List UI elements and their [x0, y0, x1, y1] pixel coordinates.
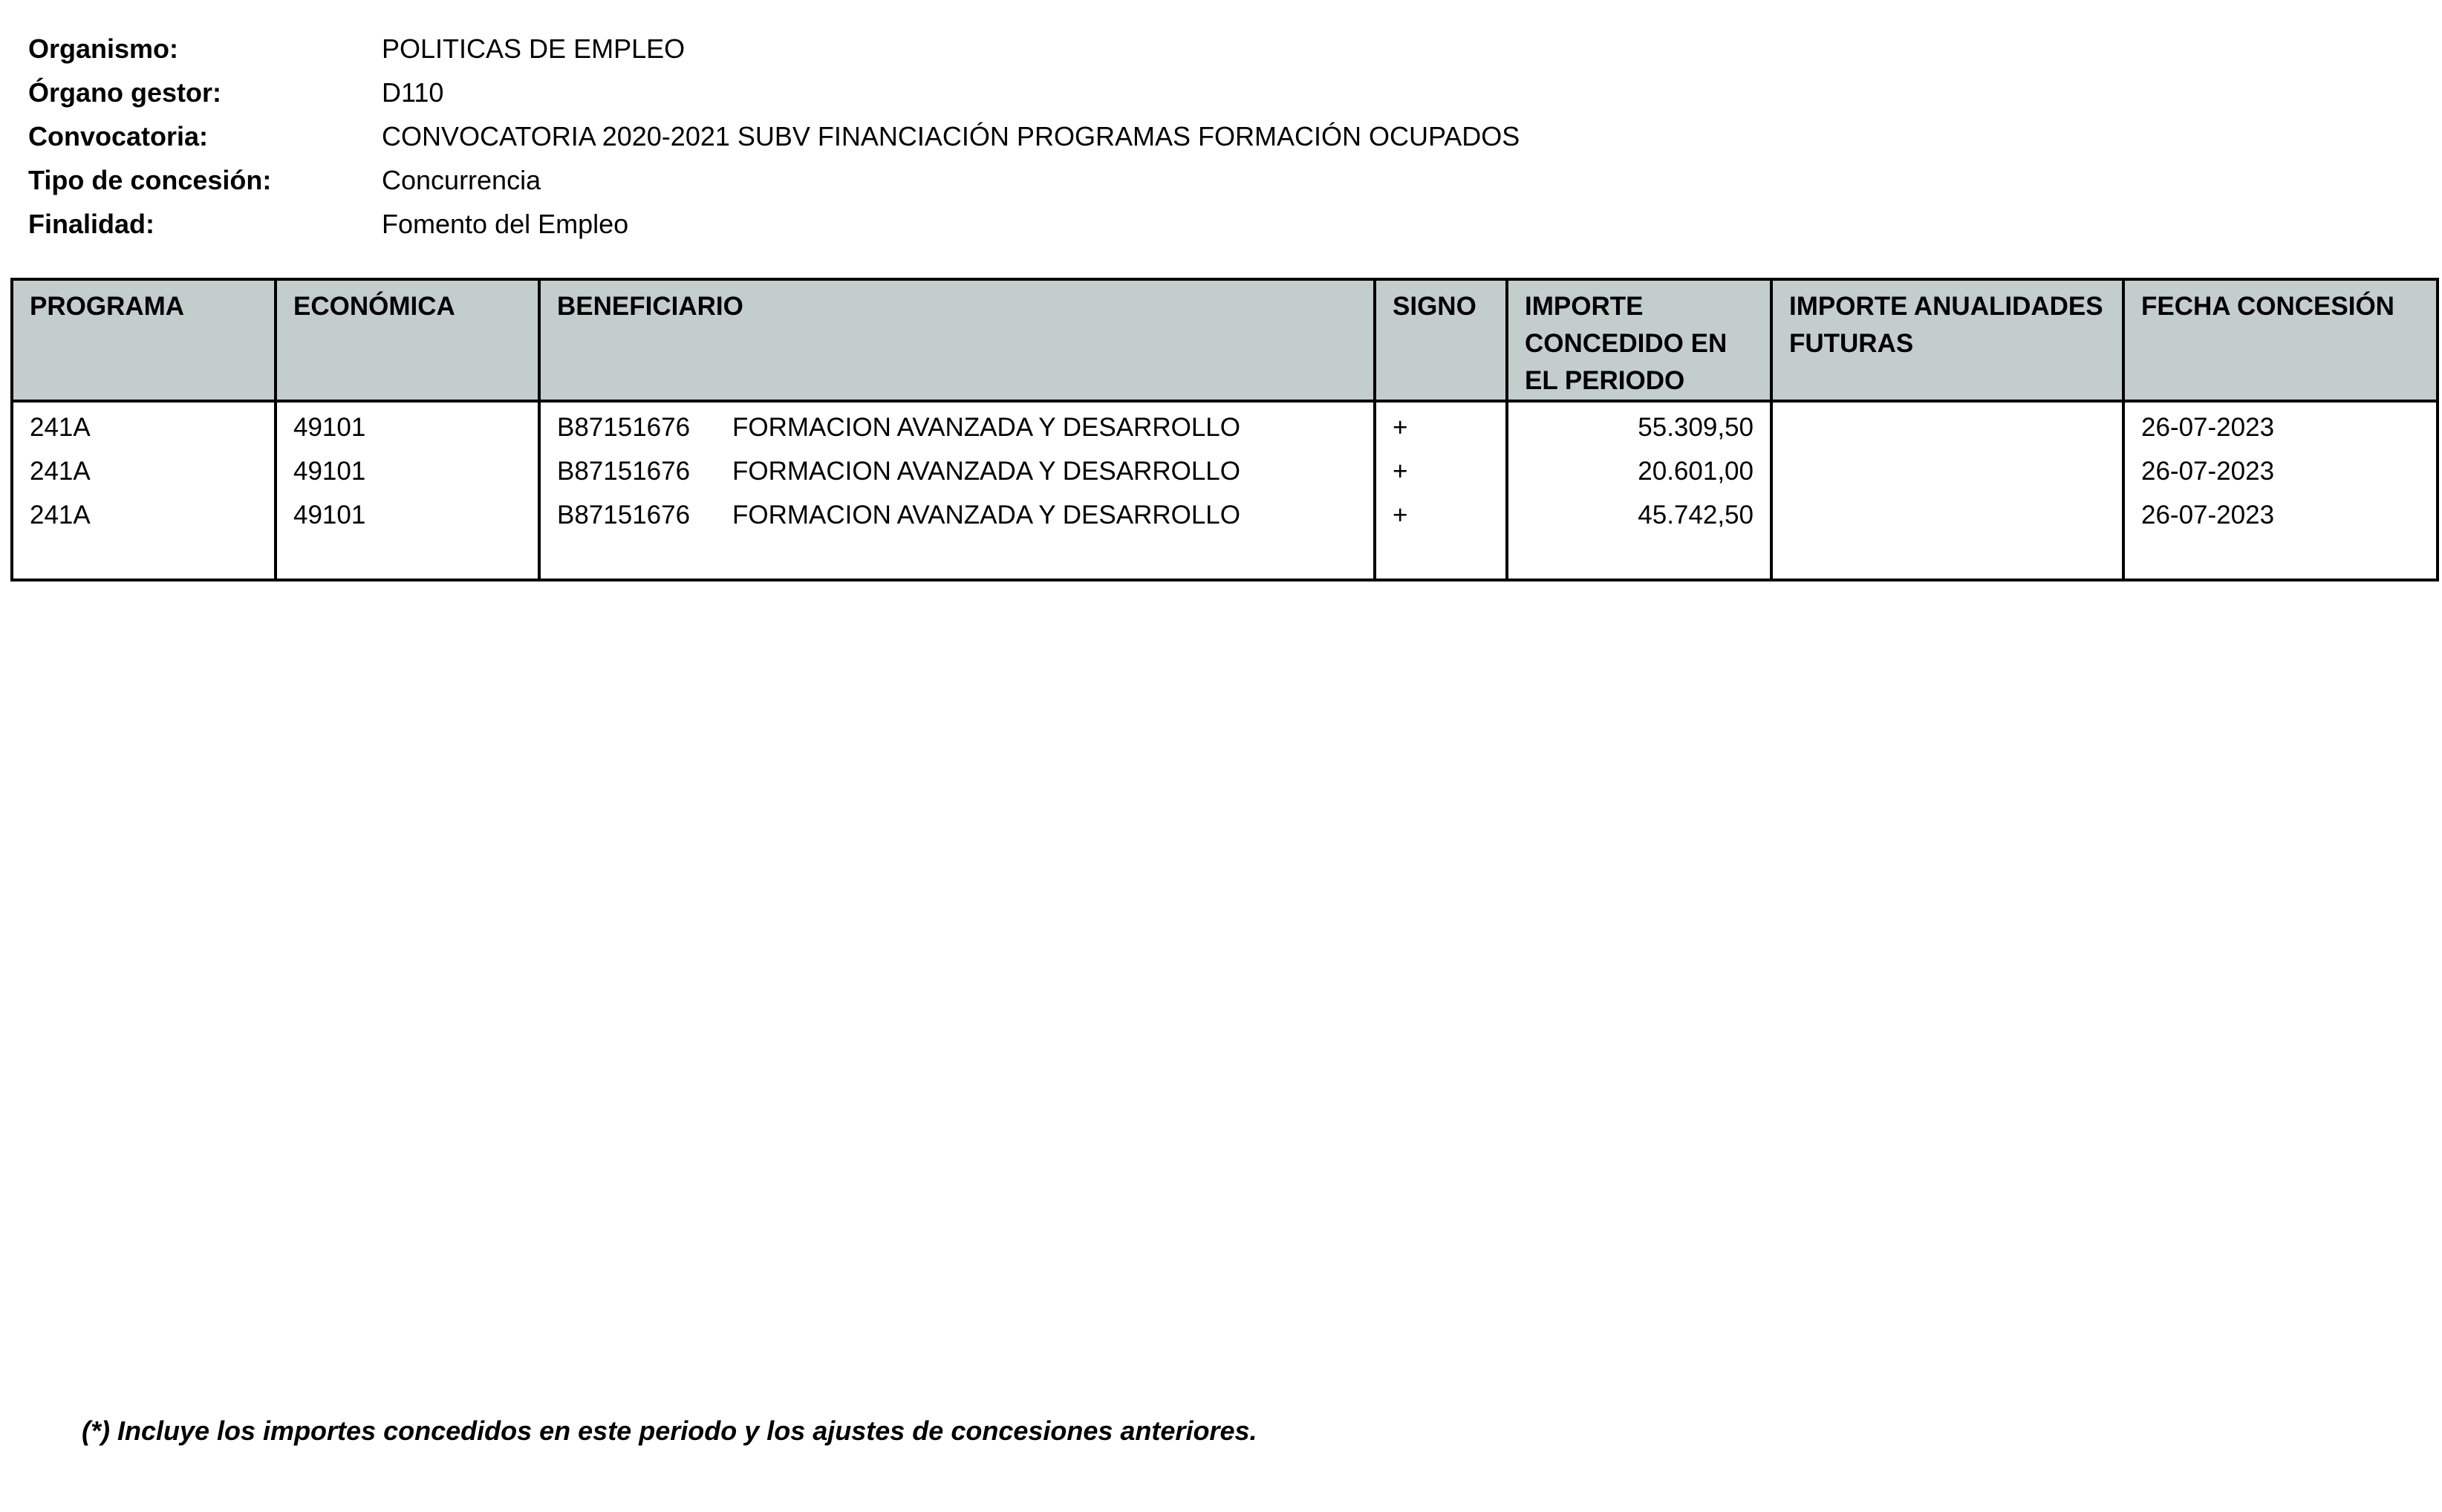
meta-row-convocatoria — [28, 114, 1959, 158]
column-header-programa: PROGRAMA — [12, 279, 276, 401]
meta-row-organo-gestor — [28, 71, 1959, 114]
cell-importe-periodo: 45.742,50 — [1507, 493, 1771, 537]
cell-importe-futuras — [1771, 401, 2123, 449]
column-header-importe-periodo: IMPORTE CONCEDIDO EN EL PERIODO — [1507, 279, 1771, 401]
table-row — [12, 449, 2438, 493]
meta-value: Fomento del Empleo — [382, 209, 629, 239]
meta-row-organismo — [28, 27, 1959, 71]
column-header-signo: SIGNO — [1375, 279, 1507, 401]
column-header-beneficiario: BENEFICIARIO — [539, 279, 1375, 401]
table-row-spacer — [12, 537, 2438, 580]
column-header-fecha: FECHA CONCESIÓN — [2123, 279, 2438, 401]
grants-table — [10, 278, 2439, 581]
meta-value: D110 — [382, 77, 444, 108]
cell-beneficiario — [539, 493, 1375, 537]
meta-label: Convocatoria: — [28, 121, 209, 151]
column-header-importe-futuras: IMPORTE ANUALIDADES FUTURAS — [1771, 279, 2123, 401]
table-row — [12, 493, 2438, 537]
cell-importe-periodo: 20.601,00 — [1507, 449, 1771, 493]
beneficiary-nif: B87151676 — [557, 457, 691, 486]
meta-value: CONVOCATORIA 2020-2021 SUBV FINANCIACIÓN PROGRAMAS FORMACIÓN OCUPADOS — [382, 121, 1520, 151]
cell-signo: + — [1375, 401, 1507, 449]
beneficiary-nif: B87151676 — [557, 501, 691, 529]
cell-economica: 49101 — [276, 493, 539, 537]
table-header-row — [12, 279, 2438, 401]
meta-value: POLITICAS DE EMPLEO — [382, 33, 686, 64]
meta-value: Concurrencia — [382, 165, 541, 195]
column-header-economica: ECONÓMICA — [276, 279, 539, 401]
beneficiary-name: FORMACION AVANZADA Y DESARROLLO — [732, 501, 1240, 529]
cell-signo: + — [1375, 493, 1507, 537]
footnote: (*) Incluye los importes concedidos en este periodo y los ajustes de concesiones anteriores. — [82, 1415, 1257, 1446]
beneficiary-nif: B87151676 — [557, 413, 691, 442]
meta-label: Tipo de concesión: — [28, 165, 272, 195]
cell-beneficiario — [539, 401, 1375, 449]
cell-importe-futuras — [1771, 449, 2123, 493]
table-row — [12, 401, 2438, 449]
cell-beneficiario — [539, 449, 1375, 493]
grant-metadata — [28, 27, 1959, 246]
beneficiary-name: FORMACION AVANZADA Y DESARROLLO — [732, 457, 1240, 486]
cell-signo: + — [1375, 449, 1507, 493]
cell-importe-periodo: 55.309,50 — [1507, 401, 1771, 449]
cell-programa: 241A — [12, 401, 276, 449]
cell-economica: 49101 — [276, 401, 539, 449]
meta-label: Órgano gestor: — [28, 77, 222, 108]
cell-programa: 241A — [12, 449, 276, 493]
meta-label: Organismo: — [28, 33, 179, 64]
meta-row-finalidad — [28, 202, 1959, 246]
cell-programa: 241A — [12, 493, 276, 537]
meta-row-tipo-concesion — [28, 158, 1959, 202]
meta-label: Finalidad: — [28, 209, 154, 239]
cell-fecha: 26-07-2023 — [2123, 449, 2438, 493]
cell-fecha: 26-07-2023 — [2123, 401, 2438, 449]
cell-importe-futuras — [1771, 493, 2123, 537]
cell-fecha: 26-07-2023 — [2123, 493, 2438, 537]
cell-economica: 49101 — [276, 449, 539, 493]
beneficiary-name: FORMACION AVANZADA Y DESARROLLO — [732, 413, 1240, 442]
